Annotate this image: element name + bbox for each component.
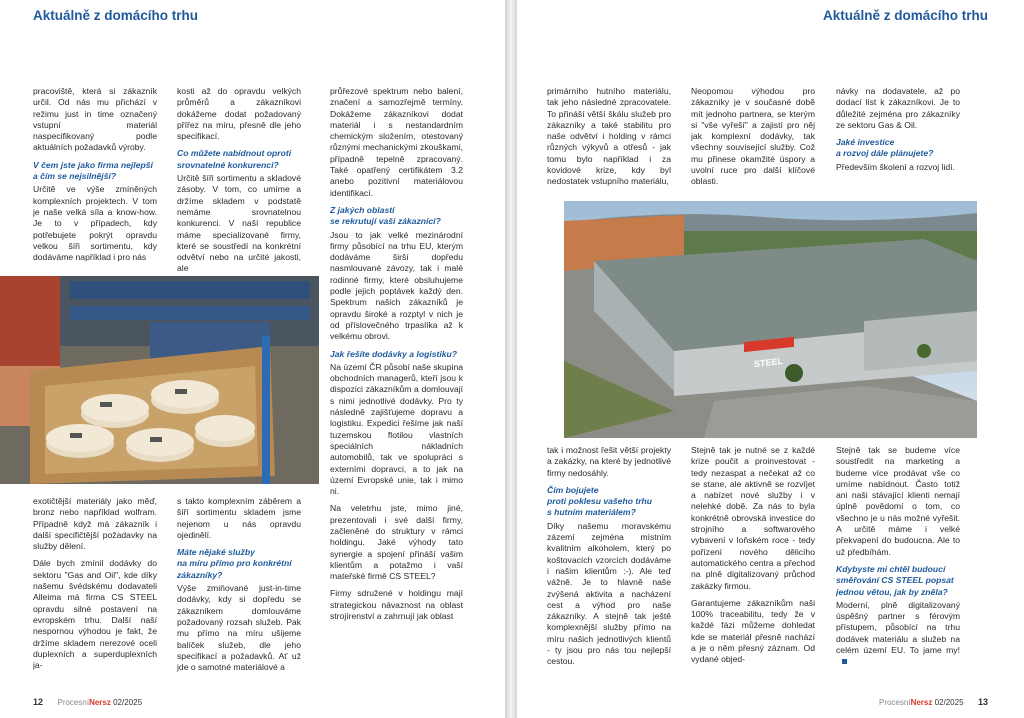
brand-prefix: Procesní [878, 698, 911, 707]
brand-prefix: Procesní [57, 698, 90, 707]
left-col3 [330, 86, 463, 692]
brand-name: Nersz [89, 698, 111, 707]
interview-question [177, 547, 301, 581]
left-col1-top [33, 86, 157, 276]
paragraph: Na území ČR působí naše skupina obchodních managerů, kteří jsou k dispozici zákazníkům a domlouvají s nimi jednotlivé dodávky. Pro ty následně zajišťujeme dopravu a logistiku. Expedici řešíme jak naší tuzemskou flotilou vlastních speciálních nákladních automobilů, tak ve spolupráci s externími dopravci, a to jak na území Evropské unie, tak i mimo ni. [330, 361, 463, 497]
paragraph: průřezové spektrum nebo balení, značení a samozřejmě termíny. Dokážeme zákazníkovi dodat materiál i s nestandardním chemickým složením, otestovaný různými mechanickými zkouškami, případně tepelně zpracovaný. Také opatřený certifikátem 3.2 anebo pozitivní materiálovou identifikací. [330, 86, 463, 198]
paragraph: Výše zmiňované just-in-time dodávky, kdy si dopředu se zákazníkem domlouváme požadovaný rozsah služeb. Pak mu přímo na míru ušijeme balíček služeb, dle jeho specifikací a požadavků. Ať už jde o samotné materiálové a [177, 583, 301, 673]
paragraph: tak i možnost řešit větší projekty a zakázky, na které by jednotlivé firmy nedosáhly. [547, 445, 671, 478]
paragraph [836, 600, 960, 668]
question-line: srovnatelné konkurenci? [177, 159, 279, 170]
paragraph: s takto komplexním záběrem a šíří sortimentu skladem jsme nejenom u nás opravdu ojedinělí. [177, 496, 301, 540]
interview-question [177, 148, 301, 171]
paragraph: Na veletrhu jste, mimo jiné, prezentovali i své další firmy, začleněné do struktury v rámci holdingu. Jaké výhody tato synergie a spojení přináší vašim klientům a potažmo i vaší mateřské firmě CS STEEL? [330, 503, 463, 582]
left-col2-bottom [177, 496, 301, 692]
question-line: a rozvoj dále plánujete? [836, 148, 934, 159]
building-sign: STEEL [754, 356, 783, 370]
question-line: Kdybyste mi chtěl budoucí [836, 563, 946, 574]
warehouse-photo-illustration [0, 276, 319, 484]
page-gutter [505, 0, 517, 718]
paragraph: Určitě šíři sortimentu a skladové zásoby. V tom, co umíme a držíme skladem v podstatě nemáme srovnatelnou konkurenci. V naší republice máme specializované firmy, které se soustředí na konkrétní odvětví nebo na určité jakosti, ale [177, 173, 301, 274]
brand-name: Nersz [910, 698, 933, 707]
page-number: 12 [33, 697, 44, 707]
question-line: Jak řešíte dodávky a logistiku? [330, 348, 458, 359]
question-line: Co můžete nabídnout oproti [177, 148, 292, 159]
paragraph: Stejně tak se budeme více soustředit na marketing a budeme více prodávat vše co umíme nabídnout. Často totiž ani naši stávající klienti nemají úplně povědomí o tom, co všechno je u nás možné vyřešit. A určitě máme i velké překvapení do budoucna. Ale to už předbíhám. [836, 445, 960, 557]
magazine-brand [57, 698, 110, 707]
question-line: se rekrutují vaši zákazníci? [330, 216, 441, 227]
question-line: V čem jste jako firma nejlepší [33, 159, 153, 170]
left-col1-bottom [33, 496, 157, 692]
building-photo-illustration [564, 201, 977, 438]
interview-question [547, 485, 671, 519]
footer-right [879, 697, 988, 707]
section-header-left: Aktuálně z domácího trhu [33, 8, 199, 23]
interview-question [33, 160, 157, 183]
left-col2-top [177, 86, 301, 276]
paragraph: Jsou to jak velké mezinárodní firmy působící na trhu EU, kterým dodáváme širší dopředu nasmlouvané závozy, tak i malé rodinné firmy, které obsluhujeme podle jejich poptávek každý den. Spektrum našich zákazníků je opravdu široké a rozptyl v nich je od příslovečného trpaslíka až k velkému obrovi. [330, 229, 463, 342]
question-line: a čím se nejsilnější? [33, 171, 117, 182]
question-line: Z jakých oblastí [330, 204, 395, 215]
paragraph: Především školení a rozvoj lidí. [836, 161, 955, 172]
section-header-right: Aktuálně z domácího trhu [822, 8, 988, 23]
right-page [517, 0, 1024, 718]
question-line: Čím bojujete [547, 484, 599, 495]
question-line: s hutním materiálem? [547, 507, 636, 518]
question-line: na míru přímo pro konkrétní [177, 558, 292, 569]
question-line: směřování CS STEEL popsat [836, 575, 954, 586]
right-col3-top [836, 86, 960, 194]
left-page [0, 0, 505, 718]
paragraph: primárního hutního materiálu, tak jeho následné zpracovatele. To přináší větší škálu služeb pro zákazníky a také stabilitu pro naše odvětví i holding v rámci různých výkyvů a otřesů - jak tomu bylo například i za kovidové krize, kdy byl nedostatek vstupního materiálu, [547, 86, 671, 187]
cs-steel-building-photo [564, 201, 977, 438]
interview-question [330, 349, 463, 360]
issue-number: 02/2025 [934, 698, 964, 707]
closing-paragraph: Moderní, plně digitalizovaný úspěšný partner s férovým přístupem, působící na trhu dodávek materiálu a služeb na celém území EU. To jame my! [836, 599, 960, 656]
right-col1-bottom [547, 445, 671, 692]
right-col3-bottom [836, 445, 960, 692]
paragraph: Díky našemu moravskému zázemí zejména místním kvalitním alkoholem, který po koštovacích vzorcích dodáváme i našim klientům :-). Ale teď vážně. Je to hlavně naše zvýšená aktivita a nacházení cest a výhod pro naše zákazníky. A stejně tak ještě komplexnější služby přímo na míru našich jednotlivých klientů - ty jsou pro nás tou nejlepší cestou. [547, 520, 671, 667]
paragraph: pracoviště, která si zákazník určil. Od nás mu přichází v režimu just in time označený vstupní materiál naspecifikovaný podle aktuálních požadavků výroby. [33, 86, 157, 153]
question-line: proti poklesu vašeho trhu [547, 496, 653, 507]
paragraph: Neopomou výhodou pro zákazníky je v současné době mít jednoho partnera, se kterým si "vše vyřeší" a zajistí pro něj jak komplexní dodávky, tak všechny související služby. Což mu přinese okamžité úspory a uvolní ruce pro další klíčové oblasti. [691, 86, 815, 187]
question-line: Jaké investice [836, 137, 895, 148]
paragraph: Garantujeme zákazníkům naši 100% traceabilitu, tedy že v každé fázi můžeme dohledat kde se materiál přesně nachází a je o něm přesný záznam. Od vydané objed- [691, 597, 815, 665]
right-col2-top [691, 86, 815, 194]
magazine-brand [879, 698, 932, 707]
question-line: Máte nějaké služby [177, 547, 255, 558]
paragraph: exotičtější materiály jako měď, bronz nebo například wolfram. Případně když má zákazník i další specifičtější požadavky na služby dělení. [33, 496, 157, 552]
question-line: jednou větou, jak by zněla? [836, 586, 948, 597]
paragraph: Stejně tak je nutné se z každé krize poučit a proinvestovat - tedy nezaspat a nečekat až co se stane, ale aktivně se rozvíjet a nabízet nové služby i v nelehké době. Za nás to byla konkrétně obrovská investice do strojního a softwarového vybavení v loňském roce - tedy pořízení nového dělicího automatického centra a přechod na plně digitalizovaný průchod zakázky firmou. [691, 445, 815, 591]
page-number: 13 [977, 697, 988, 707]
paragraph: Určitě ve výše zmíněných komplexních projektech. V tom je naše velká síla a know-how. Je to v případech, kdy potřebujete pokrýt opravdu velkou šíři sortimentu, kdy dodáváme například i pro nás [33, 184, 157, 263]
paragraph: návky na dodavatele, až po dodací list k zákazníkovi. Je to důležité zejména pro zákazníky ze sektoru Gas & Oil. [836, 86, 960, 130]
paragraph: Firmy sdružené v holdingu mají strategickou návaznost na oblast strojírenství a zahrnují jak oblast [330, 588, 463, 622]
right-col2-bottom [691, 445, 815, 692]
interview-question [836, 137, 960, 160]
interview-question [330, 205, 463, 228]
issue-number: 02/2025 [113, 698, 143, 707]
footer-left [33, 697, 142, 707]
paragraph: kosti až do opravdu velkých průměrů a zákazníkovi dokážeme dodat požadovaný přířez na míru, přesně dle jeho specifikací. [177, 86, 301, 142]
question-line: zákazníky? [177, 569, 223, 580]
interview-question [836, 564, 960, 598]
end-of-article-mark [842, 659, 847, 664]
paragraph: Dále bych zmínil dodávky do sektoru "Gas and Oil", kde díky našemu švédskému dodavateli Alleima má firma CS STEEL opravdu silné postavení na evropském trhu. Další naší nespornou výhodou je fakt, že držíme skladem nerezové oceli duplexních a superduplexních ja- [33, 558, 157, 671]
right-col1-top [547, 86, 671, 194]
warehouse-packages-photo [0, 276, 319, 484]
